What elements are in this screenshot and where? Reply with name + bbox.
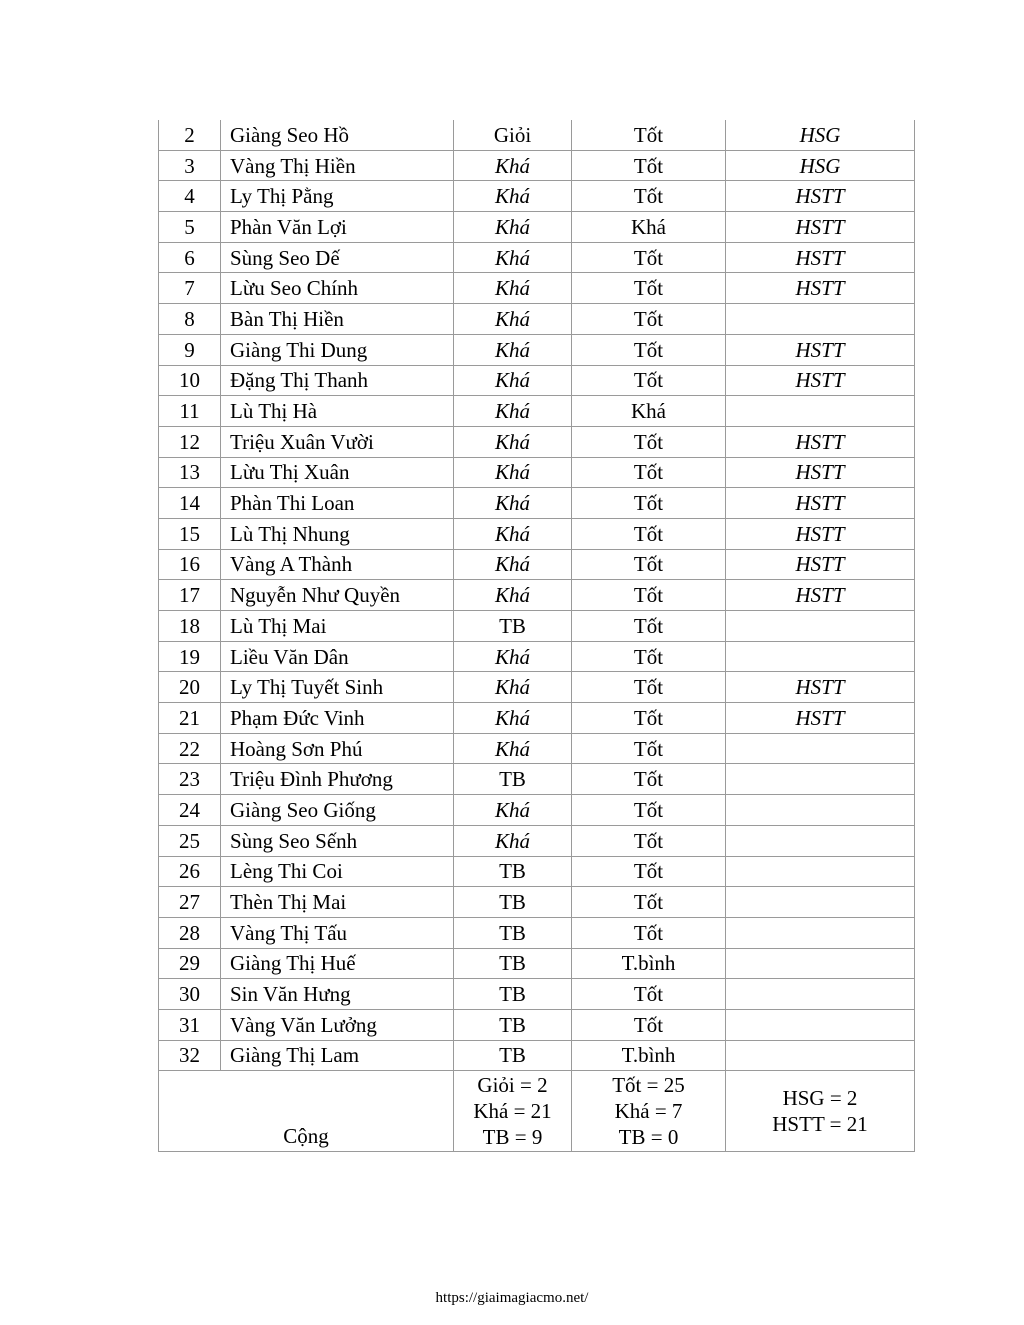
student-name: Nguyễn Như Quyền	[221, 580, 454, 611]
hoc-luc-cell: Khá	[454, 672, 572, 703]
hoc-luc-cell: Giỏi	[454, 120, 572, 150]
student-name: Giàng Thi Dung	[221, 334, 454, 365]
student-name: Lừu Thị Xuân	[221, 457, 454, 488]
student-name: Thèn Thị Mai	[221, 887, 454, 918]
hanh-kiem-cell: Tốt	[572, 518, 726, 549]
row-number: 14	[159, 488, 221, 519]
student-name: Lừu Seo Chính	[221, 273, 454, 304]
hanh-kiem-cell: Tốt	[572, 917, 726, 948]
student-name: Liều Văn Dân	[221, 641, 454, 672]
hoc-luc-cell: Khá	[454, 825, 572, 856]
hanh-kiem-cell: T.bình	[572, 1040, 726, 1071]
table-row	[159, 488, 915, 519]
table-row	[159, 795, 915, 826]
hanh-kiem-cell: Tốt	[572, 365, 726, 396]
hanh-kiem-cell: Tốt	[572, 611, 726, 642]
student-name: Phạm Đức Vinh	[221, 703, 454, 734]
table-row	[159, 242, 915, 273]
table-row	[159, 1040, 915, 1071]
hanh-kiem-cell: Tốt	[572, 580, 726, 611]
summary-khen-thuong	[726, 1071, 915, 1152]
hanh-kiem-cell: Tốt	[572, 795, 726, 826]
footer-url[interactable]: https://giaimagiacmo.net/	[435, 1290, 589, 1306]
table-row	[159, 518, 915, 549]
row-number: 6	[159, 242, 221, 273]
khen-thuong-cell	[726, 795, 915, 826]
hanh-kiem-cell: Tốt	[572, 703, 726, 734]
hoc-luc-cell: Khá	[454, 580, 572, 611]
row-number: 20	[159, 672, 221, 703]
row-number: 32	[159, 1040, 221, 1071]
summary-hanh-kiem-tot: Tốt = 25	[612, 1073, 685, 1098]
khen-thuong-cell: HSG	[726, 150, 915, 181]
hanh-kiem-cell: Tốt	[572, 856, 726, 887]
student-name: Giàng Thị Lam	[221, 1040, 454, 1071]
hoc-luc-cell: TB	[454, 856, 572, 887]
row-number: 27	[159, 887, 221, 918]
student-results-table	[158, 120, 915, 1152]
hanh-kiem-cell: T.bình	[572, 948, 726, 979]
table-row	[159, 120, 915, 150]
table-body	[159, 120, 915, 1071]
hanh-kiem-cell: Tốt	[572, 733, 726, 764]
khen-thuong-cell	[726, 856, 915, 887]
hanh-kiem-cell: Tốt	[572, 457, 726, 488]
student-name: Vàng Thị Tấu	[221, 917, 454, 948]
hoc-luc-cell: Khá	[454, 795, 572, 826]
hoc-luc-cell: Khá	[454, 334, 572, 365]
hanh-kiem-cell: Tốt	[572, 825, 726, 856]
hanh-kiem-cell: Tốt	[572, 426, 726, 457]
hoc-luc-cell: TB	[454, 979, 572, 1010]
hoc-luc-cell: TB	[454, 887, 572, 918]
table-row	[159, 733, 915, 764]
row-number: 31	[159, 1009, 221, 1040]
summary-label: Cộng	[159, 1071, 454, 1152]
hanh-kiem-cell: Tốt	[572, 120, 726, 150]
row-number: 15	[159, 518, 221, 549]
row-number: 16	[159, 549, 221, 580]
khen-thuong-cell	[726, 917, 915, 948]
hanh-kiem-cell: Tốt	[572, 150, 726, 181]
row-number: 12	[159, 426, 221, 457]
table-row	[159, 212, 915, 243]
khen-thuong-cell	[726, 304, 915, 335]
row-number: 3	[159, 150, 221, 181]
khen-thuong-cell	[726, 733, 915, 764]
khen-thuong-cell: HSTT	[726, 334, 915, 365]
hoc-luc-cell: Khá	[454, 641, 572, 672]
table-row	[159, 611, 915, 642]
khen-thuong-cell	[726, 948, 915, 979]
row-number: 9	[159, 334, 221, 365]
row-number: 5	[159, 212, 221, 243]
khen-thuong-cell	[726, 1009, 915, 1040]
hoc-luc-cell: TB	[454, 1040, 572, 1071]
hanh-kiem-cell: Tốt	[572, 1009, 726, 1040]
khen-thuong-cell: HSTT	[726, 672, 915, 703]
row-number: 29	[159, 948, 221, 979]
khen-thuong-cell	[726, 1040, 915, 1071]
table-row	[159, 856, 915, 887]
khen-thuong-cell: HSTT	[726, 549, 915, 580]
hanh-kiem-cell: Tốt	[572, 242, 726, 273]
table-row	[159, 181, 915, 212]
student-name: Ly Thị Pằng	[221, 181, 454, 212]
student-name: Lù Thị Mai	[221, 611, 454, 642]
summary-row	[159, 1071, 915, 1152]
table-row	[159, 396, 915, 427]
student-name: Bàn Thị Hiền	[221, 304, 454, 335]
hanh-kiem-cell: Tốt	[572, 641, 726, 672]
table-row	[159, 549, 915, 580]
student-name: Vàng Thị Hiền	[221, 150, 454, 181]
khen-thuong-cell	[726, 887, 915, 918]
hoc-luc-cell: TB	[454, 917, 572, 948]
student-name: Đặng Thị Thanh	[221, 365, 454, 396]
student-name: Triệu Xuân Vười	[221, 426, 454, 457]
student-name: Triệu Đình Phương	[221, 764, 454, 795]
summary-hoc-luc-kha: Khá = 21	[473, 1099, 552, 1124]
table-row	[159, 948, 915, 979]
table-row	[159, 273, 915, 304]
khen-thuong-cell: HSTT	[726, 457, 915, 488]
hanh-kiem-cell: Tốt	[572, 273, 726, 304]
student-name: Sùng Seo Dế	[221, 242, 454, 273]
hoc-luc-cell: Khá	[454, 150, 572, 181]
hanh-kiem-cell: Khá	[572, 396, 726, 427]
row-number: 4	[159, 181, 221, 212]
hoc-luc-cell: Khá	[454, 703, 572, 734]
summary-khen-thuong-hstt: HSTT = 21	[772, 1112, 868, 1137]
student-name: Vàng A Thành	[221, 549, 454, 580]
khen-thuong-cell	[726, 611, 915, 642]
khen-thuong-cell	[726, 979, 915, 1010]
hanh-kiem-cell: Tốt	[572, 334, 726, 365]
khen-thuong-cell: HSTT	[726, 426, 915, 457]
hanh-kiem-cell: Tốt	[572, 979, 726, 1010]
table-row	[159, 334, 915, 365]
row-number: 13	[159, 457, 221, 488]
table-row	[159, 979, 915, 1010]
khen-thuong-cell	[726, 825, 915, 856]
table-row	[159, 365, 915, 396]
table-row	[159, 457, 915, 488]
student-name: Ly Thị Tuyết Sinh	[221, 672, 454, 703]
summary-hanh-kiem	[572, 1071, 726, 1152]
row-number: 26	[159, 856, 221, 887]
row-number: 18	[159, 611, 221, 642]
hoc-luc-cell: TB	[454, 764, 572, 795]
hoc-luc-cell: TB	[454, 611, 572, 642]
table-row	[159, 304, 915, 335]
student-name: Giàng Seo Hồ	[221, 120, 454, 150]
row-number: 2	[159, 120, 221, 150]
khen-thuong-cell: HSTT	[726, 212, 915, 243]
khen-thuong-cell: HSG	[726, 120, 915, 150]
row-number: 7	[159, 273, 221, 304]
khen-thuong-cell: HSTT	[726, 181, 915, 212]
hanh-kiem-cell: Tốt	[572, 181, 726, 212]
student-name: Phàn Văn Lợi	[221, 212, 454, 243]
khen-thuong-cell: HSTT	[726, 703, 915, 734]
hanh-kiem-cell: Tốt	[572, 549, 726, 580]
hoc-luc-cell: Khá	[454, 181, 572, 212]
hoc-luc-cell: TB	[454, 1009, 572, 1040]
hoc-luc-cell: Khá	[454, 212, 572, 243]
khen-thuong-cell: HSTT	[726, 365, 915, 396]
student-name: Sin Văn Hưng	[221, 979, 454, 1010]
hoc-luc-cell: Khá	[454, 304, 572, 335]
summary-hoc-luc-tb: TB = 9	[482, 1125, 543, 1150]
student-name: Vàng Văn Lưởng	[221, 1009, 454, 1040]
table-row	[159, 150, 915, 181]
student-name: Lù Thị Hà	[221, 396, 454, 427]
student-name: Lèng Thi Coi	[221, 856, 454, 887]
row-number: 30	[159, 979, 221, 1010]
table-row	[159, 917, 915, 948]
hoc-luc-cell: Khá	[454, 365, 572, 396]
table-row	[159, 825, 915, 856]
summary-khen-thuong-hsg: HSG = 2	[782, 1086, 858, 1111]
hoc-luc-cell: Khá	[454, 488, 572, 519]
hoc-luc-cell: Khá	[454, 273, 572, 304]
hoc-luc-cell: Khá	[454, 242, 572, 273]
table-row	[159, 426, 915, 457]
hoc-luc-cell: TB	[454, 948, 572, 979]
table-row	[159, 580, 915, 611]
table-row	[159, 764, 915, 795]
summary-hanh-kiem-kha: Khá = 7	[614, 1099, 683, 1124]
summary-hoc-luc-gioi: Giỏi = 2	[477, 1073, 548, 1098]
khen-thuong-cell: HSTT	[726, 518, 915, 549]
row-number: 19	[159, 641, 221, 672]
row-number: 17	[159, 580, 221, 611]
row-number: 21	[159, 703, 221, 734]
student-name: Sùng Seo Sếnh	[221, 825, 454, 856]
summary-section	[159, 1071, 915, 1152]
student-name: Lù Thị Nhung	[221, 518, 454, 549]
khen-thuong-cell	[726, 764, 915, 795]
row-number: 25	[159, 825, 221, 856]
table-row	[159, 887, 915, 918]
summary-hoc-luc	[454, 1071, 572, 1152]
khen-thuong-cell: HSTT	[726, 273, 915, 304]
hoc-luc-cell: Khá	[454, 518, 572, 549]
hanh-kiem-cell: Tốt	[572, 672, 726, 703]
row-number: 24	[159, 795, 221, 826]
hoc-luc-cell: Khá	[454, 426, 572, 457]
table-row	[159, 672, 915, 703]
table-row	[159, 641, 915, 672]
row-number: 23	[159, 764, 221, 795]
hoc-luc-cell: Khá	[454, 396, 572, 427]
student-name: Hoàng Sơn Phú	[221, 733, 454, 764]
hanh-kiem-cell: Tốt	[572, 764, 726, 795]
hanh-kiem-cell: Tốt	[572, 488, 726, 519]
row-number: 8	[159, 304, 221, 335]
table-row	[159, 1009, 915, 1040]
hoc-luc-cell: Khá	[454, 549, 572, 580]
khen-thuong-cell	[726, 641, 915, 672]
khen-thuong-cell: HSTT	[726, 580, 915, 611]
hoc-luc-cell: Khá	[454, 733, 572, 764]
hanh-kiem-cell: Tốt	[572, 887, 726, 918]
khen-thuong-cell: HSTT	[726, 242, 915, 273]
row-number: 22	[159, 733, 221, 764]
hanh-kiem-cell: Tốt	[572, 304, 726, 335]
row-number: 10	[159, 365, 221, 396]
row-number: 28	[159, 917, 221, 948]
table-row	[159, 703, 915, 734]
summary-hanh-kiem-tb: TB = 0	[618, 1125, 679, 1150]
student-name: Phàn Thi Loan	[221, 488, 454, 519]
student-name: Giàng Thị Huế	[221, 948, 454, 979]
hoc-luc-cell: Khá	[454, 457, 572, 488]
row-number: 11	[159, 396, 221, 427]
khen-thuong-cell: HSTT	[726, 488, 915, 519]
khen-thuong-cell	[726, 396, 915, 427]
student-name: Giàng Seo Giống	[221, 795, 454, 826]
hanh-kiem-cell: Khá	[572, 212, 726, 243]
